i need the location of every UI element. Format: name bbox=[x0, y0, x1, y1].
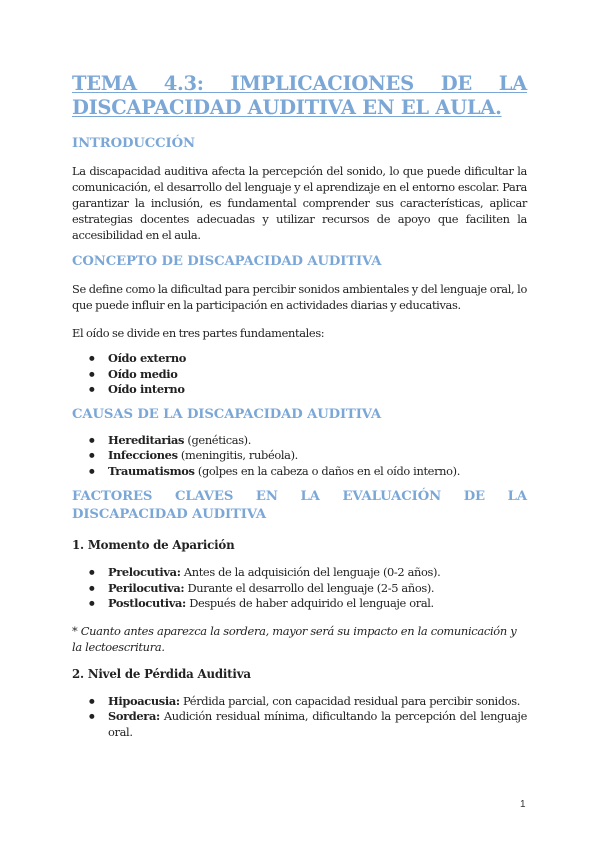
list-item: ● Infecciones (meningitis, rubéola). bbox=[72, 448, 527, 464]
ear-parts-list bbox=[72, 351, 527, 398]
list-item: ● Postlocutiva: Después de haber adquirido el lenguaje oral. bbox=[72, 596, 527, 612]
list-item: ● Hereditarias (genéticas). bbox=[72, 433, 527, 449]
list-item: ● Perilocutiva: Durante el desarrollo del lenguaje (2-5 años). bbox=[72, 581, 527, 597]
list-item: ● Oído interno bbox=[72, 382, 527, 398]
onset-list bbox=[72, 565, 527, 612]
causes-list bbox=[72, 433, 527, 480]
list-item: ● Hipoacusia: Pérdida parcial, con capacidad residual para percibir sonidos. bbox=[72, 694, 527, 710]
ear-intro: El oído se divide en tres partes fundamentales: bbox=[72, 326, 325, 340]
causes-heading: CAUSAS DE LA DISCAPACIDAD AUDITIVA bbox=[72, 406, 382, 422]
factors-heading: FACTORES CLAVES EN LA EVALUACIÓN DE LA DISCAPACIDAD AUDITIVA bbox=[72, 489, 527, 522]
page-title: TEMA 4.3: IMPLICACIONES DE LA DISCAPACIDAD AUDITIVA EN EL AULA. bbox=[72, 72, 527, 119]
concept-paragraph: Se define como la dificultad para percibir sonidos ambientales y del lenguaje oral, lo que puede influir en la participación en actividades diarias y educativas. bbox=[72, 282, 527, 312]
list-item: ● Oído medio bbox=[72, 367, 527, 383]
level-list bbox=[72, 694, 527, 741]
onset-heading: 1. Momento de Aparición bbox=[72, 538, 235, 552]
level-heading: 2. Nivel de Pérdida Auditiva bbox=[72, 666, 251, 681]
intro-paragraph: La discapacidad auditiva afecta la percepción del sonido, lo que puede dificultar la comunicación, el desarrollo del lenguaje y el aprendizaje en el entorno escolar. Para garantizar la inclusión, es fundamental comprender sus características, aplicar estrategias docentes adecuadas y utilizar recursos de apoyo que faciliten la accesibilidad en el aula. bbox=[72, 164, 527, 242]
intro-heading: INTRODUCCIÓN bbox=[72, 136, 195, 151]
document-page bbox=[72, 72, 527, 740]
concept-heading: CONCEPTO DE DISCAPACIDAD AUDITIVA bbox=[72, 254, 382, 269]
list-item: ● Prelocutiva: Antes de la adquisición del lenguaje (0-2 años). bbox=[72, 565, 527, 581]
list-item: ● Traumatismos (golpes en la cabeza o daños en el oído interno). bbox=[72, 464, 527, 480]
page-number: 1 bbox=[520, 799, 526, 810]
onset-note: * Cuanto antes aparezca la sordera, mayor será su impacto en la comunicación y la lectoescritura. bbox=[72, 623, 517, 654]
list-item: ● Oído externo bbox=[72, 351, 527, 367]
list-item: ● Sordera: Audición residual mínima, dificultando la percepción del lenguaje oral. bbox=[72, 709, 527, 740]
